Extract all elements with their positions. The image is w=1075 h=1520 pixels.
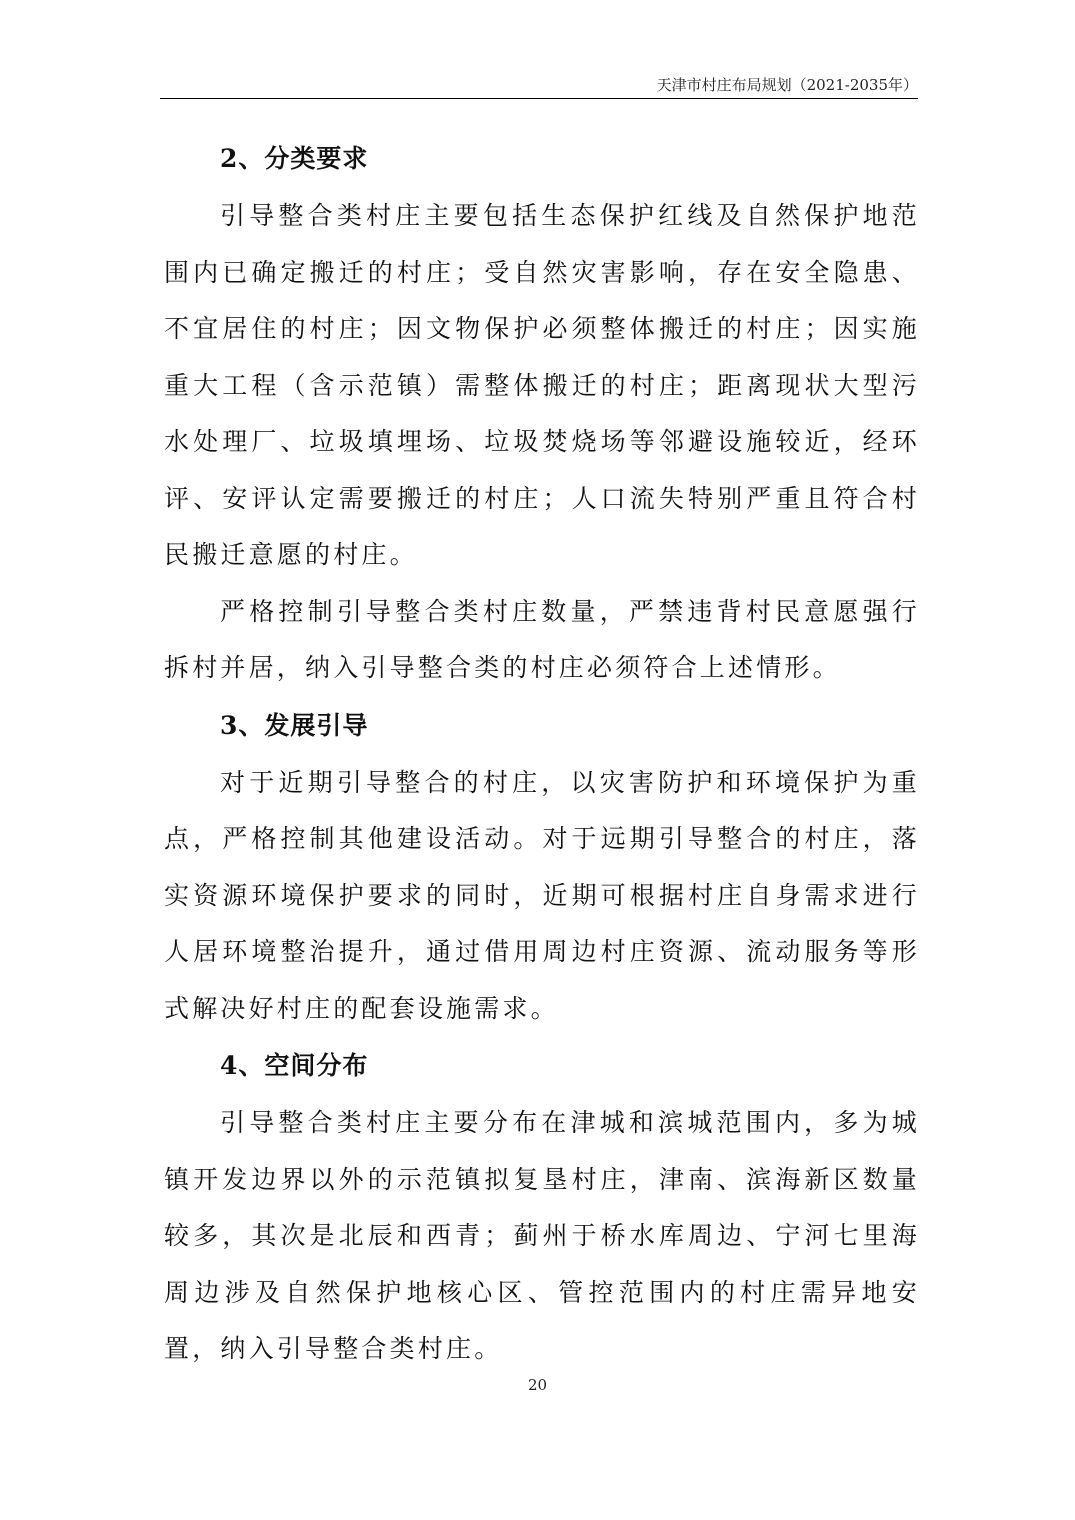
paragraph-spatial-distribution: 引导整合类村庄主要分布在津城和滨城范围内，多为城镇开发边界以外的示范镇拟复垦村庄，津南、滨海新区数量较多，其次是北辰和西青；蓟州于桥水库周边、宁河七里海周边涉及自然保护地核心区、管控范围内的村庄需异地安置，纳入引导整合类村庄。 [164, 1108, 920, 1363]
paragraph-development-guidance: 对于近期引导整合的村庄，以灾害防护和环境保护为重点，严格控制其他建设活动。对于远期引导整合的村庄，落实资源环境保护要求的同时，近期可根据村庄自身需求进行人居环境整治提升，通过借用周边村庄资源、流动服务等形式解决好村庄的配套设施需求。 [164, 767, 920, 1023]
paragraph-classification-criteria: 引导整合类村庄主要包括生态保护红线及自然保护地范围内已确定搬迁的村庄；受自然灾害影响，存在安全隐患、不宜居住的村庄；因文物保护必须整体搬迁的村庄；因实施重大工程（含示范镇）需整体搬迁的村庄；距离现状大型污水处理厂、垃圾填埋场、垃圾焚烧场等邻避设施较近，经环评、安评认定需要搬迁的村庄；人口流失特别严重且符合村民搬迁意愿的村庄。 [164, 201, 920, 569]
section-heading-development-guidance: 3、发展引导 [220, 710, 369, 740]
page-number: 20 [527, 1376, 548, 1394]
section-heading-spatial-distribution: 4、空间分布 [220, 1051, 369, 1080]
paragraph-quantity-control: 严格控制引导整合类村庄数量，严禁违背村民意愿强行拆村并居，纳入引导整合类的村庄必须符合上述情形。 [164, 596, 920, 682]
header-title: 天津市村庄布局规划（2021-2035年） [656, 76, 918, 94]
document-body [164, 130, 920, 1378]
page-header [160, 76, 918, 99]
section-heading-classification: 2、分类要求 [220, 144, 369, 173]
